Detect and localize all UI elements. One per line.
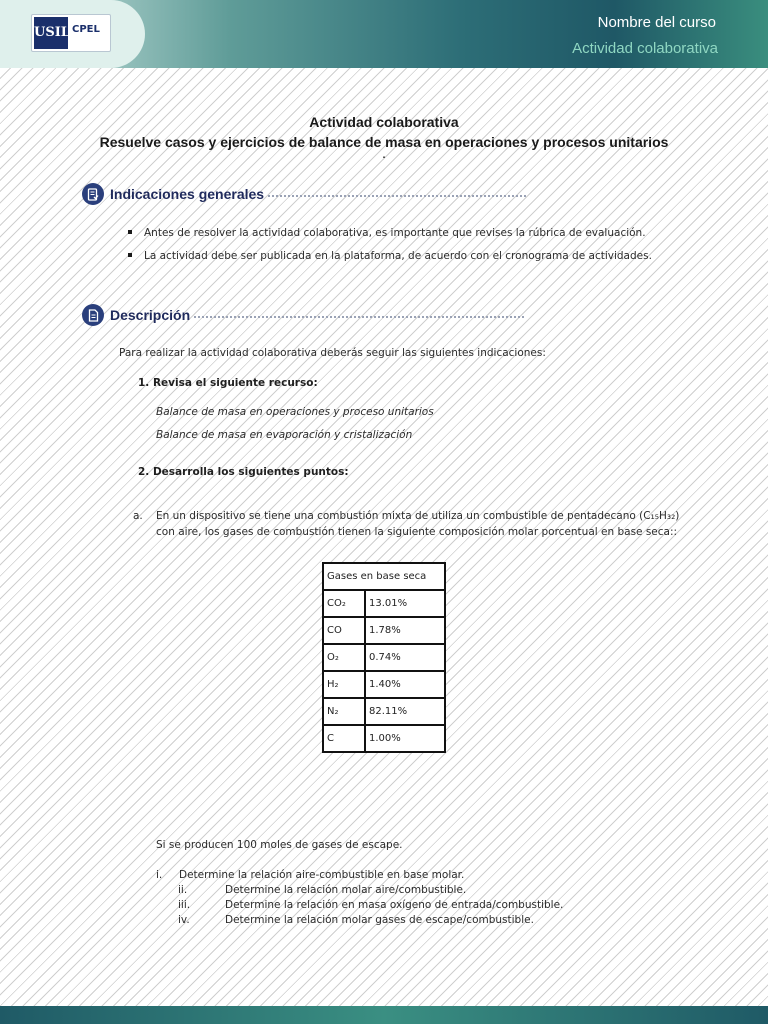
table-row xyxy=(323,725,445,752)
gas-name: N₂ xyxy=(323,698,365,725)
gas-value: 0.74% xyxy=(365,644,445,671)
question-number: i. xyxy=(156,869,163,881)
page-footer xyxy=(0,1006,768,1024)
section-indicaciones xyxy=(82,182,526,206)
description-intro: Para realizar la actividad colaborativa deberás seguir las siguientes indicaciones: xyxy=(119,347,546,359)
title-line-2: Resuelve casos y ejercicios de balance de masa en operaciones y procesos unitarios xyxy=(99,134,669,150)
institution-logo xyxy=(31,14,111,52)
course-subtitle: Actividad colaborativa xyxy=(572,40,718,57)
logo-area xyxy=(0,0,145,68)
step-1-heading: 1. Revisa el siguiente recurso: xyxy=(138,377,318,389)
table-header: Gases en base seca xyxy=(323,563,445,590)
gas-name: C xyxy=(323,725,365,752)
list-item: Antes de resolver la actividad colaborativa, es importante que revises la rúbrica de evaluación. xyxy=(128,227,652,250)
gas-name: CO₂ xyxy=(323,590,365,617)
item-a-label: a. xyxy=(133,510,143,522)
course-name: Nombre del curso xyxy=(597,14,716,31)
question-text: Determine la relación molar aire/combustible. xyxy=(225,884,467,896)
gas-name: H₂ xyxy=(323,671,365,698)
page-header xyxy=(0,0,768,68)
bullet-square-icon xyxy=(128,253,132,257)
question-number: iv. xyxy=(178,914,190,926)
table-row xyxy=(323,644,445,671)
table-row xyxy=(323,698,445,725)
item-a-line-2: con aire, los gases de combustión tienen la siguiente composición molar porcentual en base seca:: xyxy=(156,526,678,538)
title-line-3: . xyxy=(382,150,386,161)
gas-value: 1.40% xyxy=(365,671,445,698)
table-row xyxy=(323,617,445,644)
question-text: Determine la relación aire-combustible en base molar. xyxy=(179,869,465,881)
list-item: La actividad debe ser publicada en la plataforma, de acuerdo con el cronograma de actividades. xyxy=(128,250,652,273)
question-text: Determine la relación molar gases de escape/combustible. xyxy=(225,914,534,926)
document-title xyxy=(0,112,768,160)
resource-link-2: Balance de masa en evaporación y cristalización xyxy=(156,429,413,441)
gas-value: 13.01% xyxy=(365,590,445,617)
gas-name: CO xyxy=(323,617,365,644)
gas-composition-table xyxy=(322,562,446,753)
gas-value: 1.00% xyxy=(365,725,445,752)
gas-value: 1.78% xyxy=(365,617,445,644)
question-number: iii. xyxy=(178,899,191,911)
section-divider xyxy=(194,316,524,318)
table-row xyxy=(323,671,445,698)
cpel-logo-text: CPEL xyxy=(72,24,100,35)
checklist-icon xyxy=(82,183,104,205)
title-line-1: Actividad colaborativa xyxy=(309,114,459,130)
resource-link-1: Balance de masa en operaciones y proceso unitarios xyxy=(156,406,434,418)
table-header-row xyxy=(323,563,445,590)
document-icon xyxy=(82,304,104,326)
gas-name: O₂ xyxy=(323,644,365,671)
section-title-descripcion: Descripción xyxy=(110,307,191,323)
gas-value: 82.11% xyxy=(365,698,445,725)
section-descripcion xyxy=(82,303,524,327)
table-row xyxy=(323,590,445,617)
usil-logo-mark: USIL xyxy=(34,17,68,49)
indicaciones-list xyxy=(128,227,652,273)
section-title-indicaciones: Indicaciones generales xyxy=(110,186,265,202)
step-2-heading: 2. Desarrolla los siguientes puntos: xyxy=(138,466,349,478)
question-text: Determine la relación en masa oxígeno de entrada/combustible. xyxy=(225,899,564,911)
item-a-line-1: En un dispositivo se tiene una combustión mixta de utiliza un combustible de pentadecano (C₁₅H₃₂) xyxy=(156,510,680,522)
section-divider xyxy=(268,195,526,197)
question-number: ii. xyxy=(178,884,188,896)
bullet-square-icon xyxy=(128,230,132,234)
questions-list xyxy=(0,869,768,929)
questions-intro: Si se producen 100 moles de gases de escape. xyxy=(156,839,403,851)
